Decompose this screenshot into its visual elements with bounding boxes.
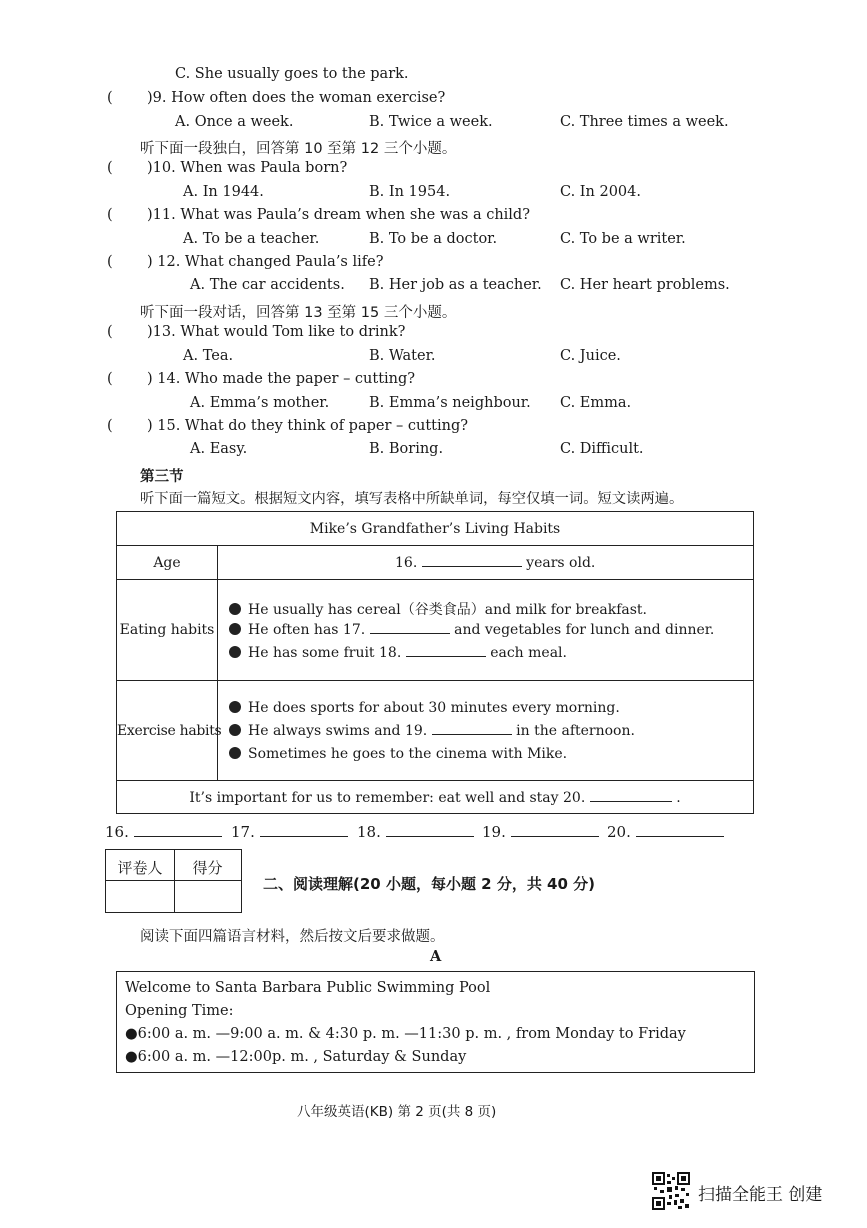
exercise-item-1: He does sports for about 30 minutes every morning.: [229, 700, 620, 716]
answer-paren-11[interactable]: (: [107, 207, 113, 223]
q13-option-c: C. Juice.: [560, 348, 621, 364]
dialog-instruction: 听下面一段对话，回答第 13 至第 15 三个小题。: [140, 305, 457, 321]
part3-title: 第三节: [140, 469, 184, 485]
answer-19: 19.: [482, 823, 599, 841]
weekday-hours: ●6:00 a. m. —9:00 a. m. & 4:30 p. m. —11:30 p. m. , from Monday to Friday: [125, 1026, 686, 1042]
eating-item-3: He has some fruit 18. each meal.: [229, 645, 567, 661]
grader-label: 评卷人: [117, 859, 163, 877]
passage-a-box: [116, 971, 755, 1073]
answer-paren-13[interactable]: (: [107, 324, 113, 340]
passage-a-label: A: [430, 948, 442, 965]
answer-20: 20.: [607, 823, 724, 841]
exercise-label: Exercise habits: [117, 723, 222, 739]
question-14: ) 14. Who made the paper – cutting?: [147, 371, 416, 387]
grader-input[interactable]: [106, 881, 174, 912]
bullet-icon: [229, 603, 241, 615]
q11-option-b: B. To be a doctor.: [369, 231, 498, 247]
blank-19[interactable]: [432, 733, 512, 735]
q12-option-a: A. The car accidents.: [190, 277, 345, 293]
bullet-icon: [229, 701, 241, 713]
q13-option-a: A. Tea.: [183, 348, 234, 364]
reading-instruction: 阅读下面四篇语言材料，然后按文后要求做题。: [140, 929, 445, 945]
answer-paren-9[interactable]: (: [107, 90, 113, 106]
q10-option-c: C. In 2004.: [560, 184, 641, 200]
q12-option-b: B. Her job as a teacher.: [369, 277, 542, 293]
q15-option-b: B. Boring.: [369, 441, 444, 457]
score-input[interactable]: [175, 881, 241, 912]
bullet-icon: [229, 747, 241, 759]
q8-option-c: C. She usually goes to the park.: [175, 66, 409, 82]
eating-item-2: He often has 17. and vegetables for lunch and dinner.: [229, 622, 714, 638]
age-suffix: years old.: [526, 555, 596, 571]
table-title: Mike’s Grandfather’s Living Habits: [309, 521, 561, 537]
blank-20[interactable]: [590, 800, 672, 802]
q15-option-a: A. Easy.: [190, 441, 248, 457]
q13-option-b: B. Water.: [369, 348, 436, 364]
q11-option-c: C. To be a writer.: [560, 231, 686, 247]
question-15: ) 15. What do they think of paper – cutting?: [147, 418, 469, 434]
weekend-hours: ●6:00 a. m. —12:00p. m. , Saturday & Sunday: [125, 1049, 467, 1065]
q12-option-c: C. Her heart problems.: [560, 277, 730, 293]
q14-option-c: C. Emma.: [560, 395, 632, 411]
blank-17[interactable]: [370, 632, 450, 634]
eating-label: Eating habits: [119, 622, 215, 638]
q9-option-a: A. Once a week.: [175, 114, 294, 130]
answer-17: 17.: [231, 823, 348, 841]
table-footer: It’s important for us to remember: eat well and stay 20. .: [189, 790, 681, 806]
q11-option-a: A. To be a teacher.: [183, 231, 320, 247]
score-label: 得分: [192, 859, 223, 877]
q9-option-c: C. Three times a week.: [560, 114, 729, 130]
q14-option-b: B. Emma’s neighbour.: [369, 395, 531, 411]
answer-paren-10[interactable]: (: [107, 160, 113, 176]
answer-paren-15[interactable]: (: [107, 418, 113, 434]
bullet-icon: [229, 623, 241, 635]
blank-16[interactable]: [422, 565, 522, 567]
question-9: )9. How often does the woman exercise?: [147, 90, 446, 106]
qr-code-icon: [652, 1172, 690, 1210]
eating-item-1: He usually has cereal（谷类食品）and milk for breakfast.: [229, 599, 647, 619]
question-13: )13. What would Tom like to drink?: [147, 324, 406, 340]
q10-option-a: A. In 1944.: [183, 184, 264, 200]
bullet-icon: [229, 646, 241, 658]
blank-16-number: 16.: [395, 555, 418, 571]
answer-blank-19[interactable]: [511, 835, 599, 837]
q10-option-b: B. In 1954.: [369, 184, 451, 200]
grading-box: [105, 849, 242, 913]
section-2-title: 二、阅读理解(20 小题，每小题 2 分，共 40 分): [263, 875, 596, 893]
question-12: ) 12. What changed Paula’s life?: [147, 254, 384, 270]
answer-18: 18.: [357, 823, 474, 841]
part3-instruction: 听下面一篇短文。根据短文内容，填写表格中所缺单词，每空仅填一词。短文读两遍。: [140, 491, 684, 507]
answer-blank-17[interactable]: [260, 835, 348, 837]
age-row: [395, 555, 595, 571]
answer-paren-14[interactable]: (: [107, 371, 113, 387]
blank-18[interactable]: [406, 655, 486, 657]
bullet-icon: [229, 724, 241, 736]
answer-blank-18[interactable]: [386, 835, 474, 837]
answer-blank-16[interactable]: [134, 835, 222, 837]
opening-time-label: Opening Time:: [125, 1003, 234, 1019]
exercise-item-2: He always swims and 19. in the afternoon.: [229, 723, 635, 739]
living-habits-table: [116, 511, 754, 814]
exercise-item-3: Sometimes he goes to the cinema with Mike.: [229, 746, 567, 762]
question-10: )10. When was Paula born?: [147, 160, 348, 176]
q9-option-b: B. Twice a week.: [369, 114, 493, 130]
answer-blank-20[interactable]: [636, 835, 724, 837]
question-11: )11. What was Paula’s dream when she was a child?: [147, 207, 530, 223]
q15-option-c: C. Difficult.: [560, 441, 644, 457]
page-footer: 八年级英语(KB) 第 2 页(共 8 页): [297, 1104, 497, 1120]
monologue-instruction: 听下面一段独白，回答第 10 至第 12 三个小题。: [140, 141, 457, 157]
q14-option-a: A. Emma’s mother.: [190, 395, 330, 411]
pool-title: Welcome to Santa Barbara Public Swimming Pool: [125, 980, 491, 996]
answer-16: 16.: [105, 823, 222, 841]
age-label: Age: [153, 555, 181, 571]
scanner-watermark: 扫描全能王 创建: [698, 1185, 823, 1205]
answer-paren-12[interactable]: (: [107, 254, 113, 270]
